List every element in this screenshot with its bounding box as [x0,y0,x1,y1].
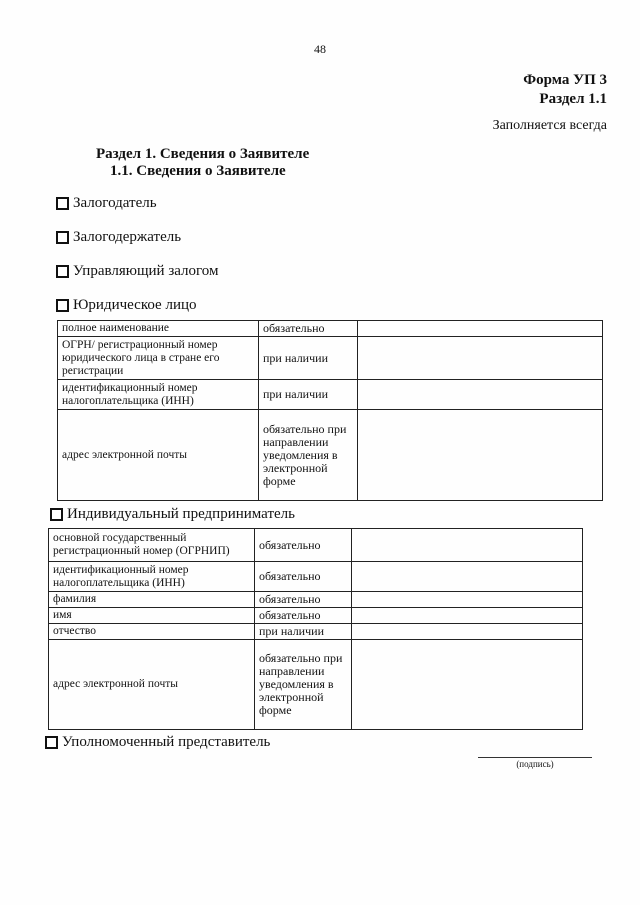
form-section-label: Раздел 1.1 [539,91,607,107]
table-row [58,321,603,337]
option-pledge-manager[interactable] [56,263,219,280]
field-value-cell[interactable] [358,380,603,410]
field-value-cell[interactable] [352,608,583,624]
pledgor-label: Залогодатель [73,195,157,211]
legal-entity-table [57,320,603,501]
field-value-cell[interactable] [358,410,603,501]
authorized-representative-checkbox[interactable] [45,736,58,749]
field-requirement: обязательно [255,529,352,562]
entrepreneur-table [48,528,583,730]
field-requirement: при наличии [255,624,352,640]
option-pledgor[interactable] [56,195,157,212]
legal-entity-label: Юридическое лицо [73,297,197,313]
field-requirement: обязательно [255,592,352,608]
pledgor-checkbox[interactable] [56,197,69,210]
individual-entrepreneur-label: Индивидуальный предприниматель [67,506,295,522]
table-row [58,337,603,380]
field-value-cell[interactable] [352,529,583,562]
field-value-cell[interactable] [358,337,603,380]
field-label: адрес электронной почты [58,410,259,501]
pledgee-label: Залогодержатель [73,229,182,245]
fill-note: Заполняется всегда [492,118,607,133]
field-label: идентификационный номер налогоплательщика (ИНН) [58,380,259,410]
field-requirement: обязательно [259,321,358,337]
authorized-representative-label: Уполномоченный представитель [62,734,271,750]
field-value-cell[interactable] [352,640,583,730]
table-row [49,640,583,730]
table-row [58,380,603,410]
signature-line [478,757,592,758]
field-requirement: при наличии [259,337,358,380]
table-row [49,592,583,608]
field-requirement: при наличии [259,380,358,410]
legal-entity-checkbox[interactable] [56,299,69,312]
page-number: 48 [314,42,326,56]
subsection-heading: 1.1. Сведения о Заявителе [110,163,286,179]
pledge-manager-label: Управляющий залогом [73,263,219,279]
field-label: полное наименование [58,321,259,337]
field-label: отчество [49,624,255,640]
field-label: имя [49,608,255,624]
option-individual-entrepreneur[interactable] [50,506,295,523]
pledgee-checkbox[interactable] [56,231,69,244]
field-label: адрес электронной почты [49,640,255,730]
table-row [49,529,583,562]
form-title: Форма УП 3 [523,72,607,88]
individual-entrepreneur-checkbox[interactable] [50,508,63,521]
field-label: ОГРН/ регистрационный номер юридического лица в стране его регистрации [58,337,259,380]
table-row [49,624,583,640]
field-label: идентификационный номер налогоплательщика (ИНН) [49,562,255,592]
field-value-cell[interactable] [358,321,603,337]
field-label: фамилия [49,592,255,608]
signature-label: (подпись) [516,759,554,769]
field-requirement: обязательно при направлении уведомления в электронной форме [255,640,352,730]
field-value-cell[interactable] [352,562,583,592]
field-value-cell[interactable] [352,592,583,608]
field-value-cell[interactable] [352,624,583,640]
section-heading: Раздел 1. Сведения о Заявителе [96,146,310,162]
field-label: основной государственный регистрационный номер (ОГРНИП) [49,529,255,562]
option-pledgee[interactable] [56,229,181,246]
option-authorized-representative[interactable] [45,734,270,751]
table-row [49,608,583,624]
field-requirement: обязательно [255,562,352,592]
option-legal-entity[interactable] [56,297,197,314]
field-requirement: обязательно [255,608,352,624]
table-row [58,410,603,501]
field-requirement: обязательно при направлении уведомления в электронной форме [259,410,358,501]
pledge-manager-checkbox[interactable] [56,265,69,278]
table-row [49,562,583,592]
